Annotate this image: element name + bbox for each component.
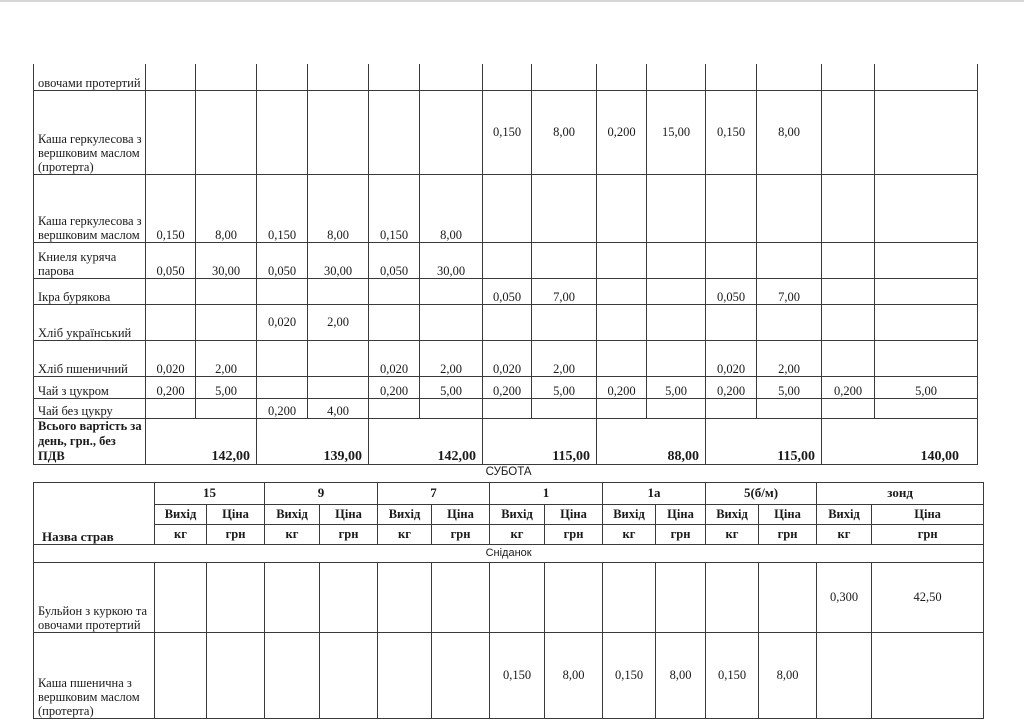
price-uah — [875, 398, 978, 418]
unit-uah: грн — [656, 524, 706, 544]
dish-name: Чай без цукру — [34, 398, 146, 418]
price-uah — [420, 304, 483, 340]
output-kg — [146, 304, 196, 340]
output-kg — [369, 64, 420, 90]
price-uah — [532, 242, 597, 278]
price-uah — [647, 304, 706, 340]
price-uah — [532, 398, 597, 418]
price-uah: 30,00 — [308, 242, 369, 278]
unit-uah: грн — [432, 524, 490, 544]
output-kg — [706, 562, 759, 632]
price-uah: 7,00 — [757, 278, 822, 304]
output-kg: 0,150 — [490, 632, 545, 718]
output-kg: 0,300 — [817, 562, 872, 632]
output-kg — [265, 632, 320, 718]
price-uah — [432, 632, 490, 718]
price-uah: 2,00 — [308, 304, 369, 340]
output-kg — [369, 90, 420, 174]
table-row — [34, 64, 978, 90]
output-kg: 0,050 — [706, 278, 757, 304]
unit-uah: грн — [872, 524, 984, 544]
price-uah: 5,00 — [875, 376, 978, 398]
price-uah — [759, 562, 817, 632]
output-kg — [378, 632, 432, 718]
output-kg: 0,050 — [146, 242, 196, 278]
dish-name: Чай з цукром — [34, 376, 146, 398]
price-uah: 8,00 — [545, 632, 603, 718]
output-kg: 0,150 — [603, 632, 656, 718]
output-kg — [822, 90, 875, 174]
output-kg — [706, 64, 757, 90]
output-kg — [369, 278, 420, 304]
price-uah: 8,00 — [532, 90, 597, 174]
price-header: Ціна — [320, 504, 378, 524]
price-uah — [532, 64, 597, 90]
price-uah: 30,00 — [196, 242, 257, 278]
price-uah: 42,50 — [872, 562, 984, 632]
output-kg — [706, 398, 757, 418]
price-uah — [207, 632, 265, 718]
output-kg — [597, 242, 647, 278]
price-uah: 8,00 — [308, 174, 369, 242]
price-uah — [647, 340, 706, 376]
price-uah: 8,00 — [420, 174, 483, 242]
price-uah — [875, 90, 978, 174]
output-kg: 0,020 — [146, 340, 196, 376]
output-kg — [155, 632, 207, 718]
price-uah: 8,00 — [759, 632, 817, 718]
output-kg — [706, 304, 757, 340]
price-uah — [196, 304, 257, 340]
meal-title: Сніданок — [34, 544, 984, 562]
price-uah: 2,00 — [757, 340, 822, 376]
output-kg — [822, 340, 875, 376]
output-kg — [378, 562, 432, 632]
price-header: Ціна — [872, 504, 984, 524]
price-uah: 5,00 — [647, 376, 706, 398]
day-title: СУБОТА — [34, 462, 984, 482]
price-uah — [757, 64, 822, 90]
unit-kg: кг — [265, 524, 320, 544]
price-uah — [420, 90, 483, 174]
price-header: Ціна — [207, 504, 265, 524]
price-header: Ціна — [656, 504, 706, 524]
output-header: Вихід — [706, 504, 759, 524]
output-kg: 0,150 — [706, 632, 759, 718]
price-uah — [656, 562, 706, 632]
output-kg: 0,200 — [483, 376, 532, 398]
output-kg — [146, 278, 196, 304]
dish-name: Ікра бурякова — [34, 278, 146, 304]
output-kg — [822, 398, 875, 418]
output-kg: 0,150 — [369, 174, 420, 242]
output-kg — [257, 90, 308, 174]
output-kg — [822, 304, 875, 340]
price-uah — [196, 278, 257, 304]
day-title-row — [34, 462, 984, 482]
output-kg: 0,150 — [706, 90, 757, 174]
output-kg: 0,020 — [706, 340, 757, 376]
price-uah — [308, 64, 369, 90]
diet-group: 7 — [378, 482, 490, 504]
meal-title-row — [34, 544, 984, 562]
output-kg — [146, 398, 196, 418]
output-kg — [483, 242, 532, 278]
output-kg — [265, 562, 320, 632]
diet-group: 15 — [155, 482, 265, 504]
table-row — [34, 90, 978, 174]
dish-name: Хліб український — [34, 304, 146, 340]
price-uah — [308, 376, 369, 398]
output-kg — [257, 340, 308, 376]
price-uah: 7,00 — [532, 278, 597, 304]
dish-name: Каша пшенична з вершковим маслом (протерта) — [34, 632, 155, 718]
output-kg — [822, 174, 875, 242]
dish-name: овочами протертий — [34, 64, 146, 90]
price-header: Ціна — [759, 504, 817, 524]
output-kg — [369, 398, 420, 418]
output-kg: 0,150 — [146, 174, 196, 242]
unit-uah: грн — [207, 524, 265, 544]
price-uah — [320, 562, 378, 632]
dish-name: Каша геркулесова з вершковим маслом (протерта) — [34, 90, 146, 174]
output-kg: 0,200 — [257, 398, 308, 418]
output-header: Вихід — [490, 504, 545, 524]
output-kg: 0,200 — [597, 376, 647, 398]
unit-kg: кг — [490, 524, 545, 544]
output-kg: 0,200 — [369, 376, 420, 398]
price-uah — [875, 64, 978, 90]
output-kg — [483, 398, 532, 418]
price-uah: 4,00 — [308, 398, 369, 418]
output-kg — [706, 242, 757, 278]
table-row — [34, 304, 978, 340]
dish-name: Книеля куряча парова — [34, 242, 146, 278]
output-kg: 0,050 — [483, 278, 532, 304]
price-uah — [757, 304, 822, 340]
price-uah: 30,00 — [420, 242, 483, 278]
price-uah — [647, 242, 706, 278]
price-uah — [647, 174, 706, 242]
price-uah — [320, 632, 378, 718]
table-row — [34, 278, 978, 304]
unit-header-row — [34, 524, 984, 544]
dish-name: Каша геркулесова з вершковим маслом — [34, 174, 146, 242]
price-uah — [420, 278, 483, 304]
dish-name-header: Назва страв — [34, 482, 155, 544]
price-uah — [308, 90, 369, 174]
diet-group: 1 — [490, 482, 603, 504]
unit-uah: грн — [545, 524, 603, 544]
total-value: 115,00 — [706, 418, 822, 464]
price-uah — [545, 562, 603, 632]
price-uah — [875, 340, 978, 376]
diet-group: 5(б/м) — [706, 482, 817, 504]
output-kg — [483, 304, 532, 340]
table-row — [34, 376, 978, 398]
price-uah — [207, 562, 265, 632]
output-kg — [257, 278, 308, 304]
output-kg — [483, 174, 532, 242]
output-kg: 0,020 — [257, 304, 308, 340]
page-edge — [0, 0, 1024, 2]
price-uah — [532, 304, 597, 340]
price-uah — [308, 340, 369, 376]
price-header: Ціна — [432, 504, 490, 524]
output-header: Вихід — [378, 504, 432, 524]
price-uah: 8,00 — [196, 174, 257, 242]
unit-kg: кг — [603, 524, 656, 544]
diet-group: зонд — [817, 482, 984, 504]
output-kg — [483, 64, 532, 90]
price-uah — [757, 174, 822, 242]
output-kg — [257, 64, 308, 90]
price-uah — [875, 304, 978, 340]
output-kg — [146, 90, 196, 174]
unit-uah: грн — [759, 524, 817, 544]
table-row — [34, 340, 978, 376]
price-uah: 5,00 — [420, 376, 483, 398]
table-row — [34, 242, 978, 278]
output-header: Вихід — [603, 504, 656, 524]
price-uah — [875, 174, 978, 242]
price-uah — [196, 398, 257, 418]
price-uah — [875, 242, 978, 278]
price-uah — [872, 632, 984, 718]
dish-name: Хліб пшеничний — [34, 340, 146, 376]
price-uah: 15,00 — [647, 90, 706, 174]
output-kg — [817, 632, 872, 718]
output-kg — [369, 304, 420, 340]
output-kg — [257, 376, 308, 398]
output-kg — [597, 64, 647, 90]
price-uah — [757, 398, 822, 418]
output-kg — [597, 340, 647, 376]
total-value: 142,00 — [369, 418, 483, 464]
price-uah — [420, 64, 483, 90]
table-row — [34, 562, 984, 632]
price-uah: 5,00 — [532, 376, 597, 398]
price-uah — [647, 64, 706, 90]
table-row — [34, 398, 978, 418]
total-value: 115,00 — [483, 418, 597, 464]
unit-uah: грн — [320, 524, 378, 544]
price-uah — [532, 174, 597, 242]
column-header-row — [34, 504, 984, 524]
price-uah: 8,00 — [656, 632, 706, 718]
output-kg — [597, 174, 647, 242]
output-kg: 0,200 — [706, 376, 757, 398]
price-uah: 2,00 — [196, 340, 257, 376]
total-value: 142,00 — [146, 418, 257, 464]
output-kg — [146, 64, 196, 90]
table-row — [34, 632, 984, 718]
diet-group: 1а — [603, 482, 706, 504]
output-kg: 0,050 — [257, 242, 308, 278]
output-kg: 0,150 — [257, 174, 308, 242]
diet-group-header-row — [34, 482, 984, 504]
price-uah — [432, 562, 490, 632]
price-uah — [196, 64, 257, 90]
output-kg — [597, 278, 647, 304]
diet-group: 9 — [265, 482, 378, 504]
output-kg — [597, 398, 647, 418]
total-label: Всього вартість за день, грн., без ПДВ — [34, 418, 146, 464]
menu-table-previous-day — [33, 64, 978, 465]
price-uah — [196, 90, 257, 174]
price-uah — [647, 398, 706, 418]
output-kg — [822, 278, 875, 304]
price-uah — [308, 278, 369, 304]
output-header: Вихід — [265, 504, 320, 524]
output-kg — [155, 562, 207, 632]
price-uah — [875, 278, 978, 304]
total-value: 88,00 — [597, 418, 706, 464]
output-kg: 0,150 — [483, 90, 532, 174]
price-uah: 5,00 — [196, 376, 257, 398]
output-kg — [490, 562, 545, 632]
unit-kg: кг — [155, 524, 207, 544]
unit-kg: кг — [706, 524, 759, 544]
price-uah: 5,00 — [757, 376, 822, 398]
price-header: Ціна — [545, 504, 603, 524]
price-uah — [647, 278, 706, 304]
output-kg — [603, 562, 656, 632]
total-row — [34, 418, 978, 464]
price-uah: 8,00 — [757, 90, 822, 174]
total-value: 139,00 — [257, 418, 369, 464]
output-kg: 0,200 — [146, 376, 196, 398]
output-header: Вихід — [817, 504, 872, 524]
output-kg — [597, 304, 647, 340]
menu-table-saturday — [33, 462, 984, 719]
table-row — [34, 174, 978, 242]
output-kg: 0,200 — [597, 90, 647, 174]
output-kg — [822, 64, 875, 90]
price-uah: 2,00 — [532, 340, 597, 376]
total-value: 140,00 — [822, 418, 978, 464]
output-kg: 0,050 — [369, 242, 420, 278]
output-kg: 0,020 — [369, 340, 420, 376]
price-uah — [757, 242, 822, 278]
price-uah — [420, 398, 483, 418]
dish-name: Бульйон з куркою та овочами протертий — [34, 562, 155, 632]
unit-kg: кг — [378, 524, 432, 544]
price-uah: 2,00 — [420, 340, 483, 376]
output-kg — [706, 174, 757, 242]
output-kg: 0,200 — [822, 376, 875, 398]
output-header: Вихід — [155, 504, 207, 524]
output-kg: 0,020 — [483, 340, 532, 376]
output-kg — [822, 242, 875, 278]
unit-kg: кг — [817, 524, 872, 544]
